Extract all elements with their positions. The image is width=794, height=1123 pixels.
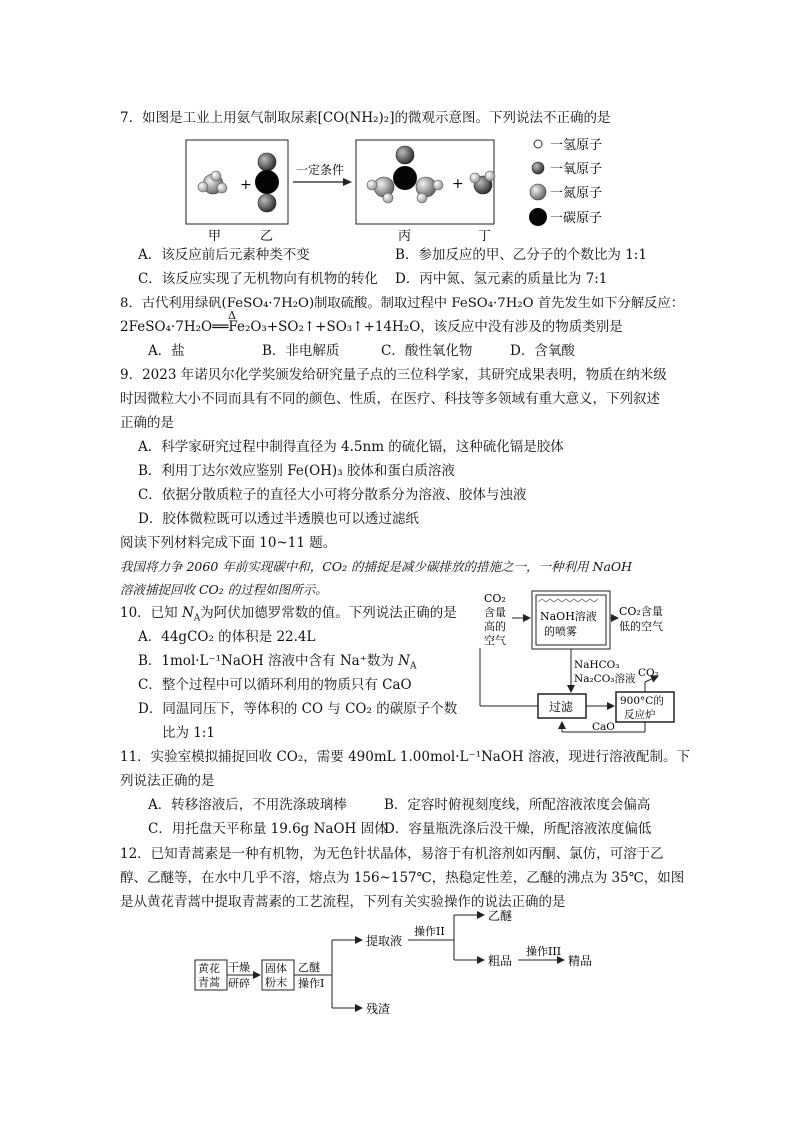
q7-option-d: D．丙中氮、氢元素的质量比为 7:1	[395, 271, 608, 287]
svg-text:操作II: 操作II	[414, 925, 445, 938]
q9-option-d: D．胶体微粒既可以透过半透膜也可以透过滤纸	[138, 511, 419, 527]
svg-text:黄花: 黄花	[198, 962, 220, 975]
q10-option-a: A．44gCO₂ 的体积是 22.4L	[138, 629, 316, 645]
q9-stem-line2: 时因微粒大小不同而具有不同的颜色、性质，在医疗、科技等多领域有重大意义，下列叙述	[120, 391, 660, 407]
fine-label: 精品	[568, 954, 593, 968]
svg-text:一碳原子: 一碳原子	[550, 211, 603, 226]
svg-text:CaO: CaO	[592, 721, 615, 733]
svg-text:乙醚: 乙醚	[298, 961, 320, 974]
q9-option-a: A．科学家研究过程中制得直径为 4.5nm 的硫化镉，这种硫化镉是胶体	[138, 439, 564, 455]
q9-option-c: C．依据分散质粒子的直径大小可将分散系分为溶液、胶体与浊液	[138, 487, 527, 503]
q7-stem: 7．如图是工业上用氨气制取尿素[CO(NH₂)₂]的微观示意图。下列说法不正确的是	[120, 110, 611, 126]
q8-option-d: D．含氧酸	[510, 343, 575, 359]
atom-legend	[529, 138, 602, 226]
svg-text:反应炉: 反应炉	[624, 709, 656, 721]
q7-option-b: B．参加反应的甲、乙分子的个数比为 1:1	[395, 247, 647, 263]
svg-text:操作I: 操作I	[298, 977, 325, 990]
q11-stem-line1: 11．实验室模拟捕捉回收 CO₂，需要 490mL 1.00mol·L⁻¹NaOH 溶液，现进行溶液配制。下	[120, 749, 690, 765]
q10-option-b: B．1mol·L⁻¹NaOH 溶液中含有 Na⁺数为 $N_A$	[138, 653, 417, 672]
carbon-dioxide-molecule	[255, 153, 279, 212]
q10-stem: 10．已知 $N_A$为阿伏加德罗常数的值。下列说法正确的是	[120, 605, 457, 624]
label-jia: 甲	[208, 229, 222, 244]
filter-label: 过滤	[549, 700, 574, 714]
q11-option-b: B．定容时俯视刻度线，所配溶液浓度会偏高	[384, 797, 651, 813]
q8-option-c: C．酸性氧化物	[381, 343, 473, 359]
q12-stem-line2: 醇、乙醚等，在水中几乎不溶，熔点为 156~157℃，热稳定性差，乙醚的沸点为 35℃，如图	[120, 870, 685, 886]
label-ding: 丁	[478, 229, 492, 244]
material-line1: 我国将力争 2060 年前实现碳中和，CO₂ 的捕捉是减少碳排放的措施之一，一种利用 NaOH	[120, 559, 633, 574]
svg-text:研碎: 研碎	[228, 977, 250, 990]
svg-text:操作III: 操作III	[526, 945, 562, 958]
svg-text:CO₂ 含量 高的 空气: CO₂ 含量 高的 空气	[484, 592, 506, 647]
svg-text:一氢原子: 一氢原子	[550, 138, 603, 153]
q12-stem-line3: 是从黄花青蒿中提取青蒿素的工艺流程，下列有关实验操作的说法正确的是	[120, 894, 566, 910]
plus-sign: +	[240, 177, 252, 193]
reading-intro: 阅读下列材料完成下面 10~11 题。	[120, 535, 337, 551]
label-yi: 乙	[260, 229, 274, 244]
svg-text:CO₂: CO₂	[638, 667, 659, 679]
extract-label: 提取液	[366, 934, 403, 948]
heating-symbol: Δ	[228, 309, 236, 322]
ether-recovered-label: 乙醚	[488, 909, 513, 923]
q10-option-d-line2: 比为 1:1	[162, 725, 216, 741]
svg-text:固体: 固体	[265, 962, 287, 975]
spray-label-1: NaOH溶液	[540, 610, 597, 623]
q7-molecule-diagram	[180, 132, 620, 244]
extraction-flowchart	[192, 905, 612, 1025]
plus-sign: +	[452, 176, 464, 192]
svg-text:NaHCO₃: NaHCO₃	[574, 659, 620, 671]
q11-option-c: C．用托盘天平称量 19.6g NaOH 固体	[148, 821, 388, 837]
svg-text:Na₂CO₃溶液: Na₂CO₃溶液	[574, 673, 636, 685]
spray-label-2: 的喷雾	[544, 625, 577, 638]
reaction-condition: 一定条件	[296, 163, 345, 177]
q9-stem-line3: 正确的是	[120, 415, 174, 431]
svg-text:一氮原子: 一氮原子	[550, 186, 603, 201]
q12-stem-line1: 12．已知青蒿素是一种有机物，为无色针状晶体，易溶于有机溶剂如丙酮、氯仿，可溶于乙	[120, 846, 664, 862]
residue-label: 残渣	[366, 1002, 391, 1016]
label-bing: 丙	[398, 229, 412, 244]
q7-option-c: C．该反应实现了无机物向有机物的转化	[138, 271, 378, 287]
svg-text:干燥: 干燥	[228, 961, 250, 974]
q10-option-c: C．整个过程中可以循环利用的物质只有 CaO	[138, 677, 412, 693]
q7-option-a: A．该反应前后元素种类不变	[138, 247, 310, 263]
crude-label: 粗品	[488, 954, 513, 968]
q9-stem-line1: 9．2023 年诺贝尔化学奖颁发给研究量子点的三位科学家，其研究成果表明，物质在纳米级	[120, 367, 667, 383]
co2-capture-flowchart	[478, 588, 688, 738]
q11-stem-line2: 列说法正确的是	[120, 773, 215, 789]
q11-option-d: D．容量瓶洗涤后没干燥，所配溶液浓度偏低	[384, 821, 652, 837]
q8-option-b: B．非电解质	[262, 343, 340, 359]
material-line2: 溶液捕捉回收 CO₂ 的过程如图所示。	[120, 582, 328, 597]
q8-equation-line: 2FeSO₄·7H₂O══Fe₂O₃+SO₂↑+SO₃↑+14H₂O，该反应中没有涉及的物质类别是	[120, 319, 623, 335]
q11-option-a: A．转移溶液后，不用洗涤玻璃棒	[148, 797, 347, 813]
q8-stem-line1: 8．古代利用绿矾(FeSO₄·7H₂O)制取硫酸。制取过程中 FeSO₄·7H₂O 首先发生如下分解反应：	[120, 296, 685, 311]
svg-text:粉末: 粉末	[265, 976, 287, 989]
q10-option-d-line1: D．同温同压下，等体积的 CO 与 CO₂ 的碳原子个数	[138, 701, 458, 717]
q9-option-b: B．利用丁达尔效应鉴别 Fe(OH)₃ 胶体和蛋白质溶液	[138, 463, 455, 479]
svg-text:青蒿: 青蒿	[198, 976, 220, 989]
svg-text:CO₂含量 低的空气: CO₂含量 低的空气	[619, 605, 663, 633]
urea-formula: [CO(NH₂)₂]	[317, 110, 395, 126]
svg-text:900°C的: 900°C的	[620, 695, 664, 707]
svg-text:一氧原子: 一氧原子	[550, 162, 603, 177]
q8-option-a: A．盐	[148, 343, 185, 359]
